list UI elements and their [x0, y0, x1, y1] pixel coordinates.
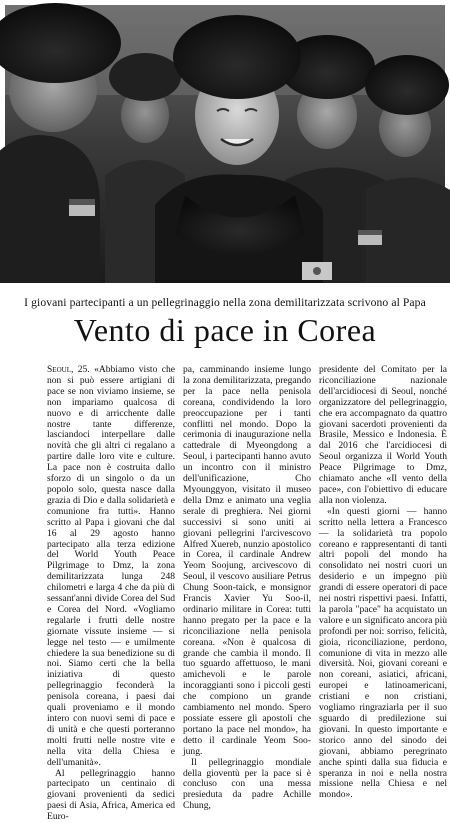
paragraph: pa, camminando insieme lungo la zona demilitarizzata, pregando per la pace nella penisola coreana, condividendo la loro preoccupazione per i tanti conflitti nel mondo. Dopo la cerimonia di inaugurazione nella cattedrale di Myeongdong a Seoul, i partecipanti hanno avuto un incontro con il ministro dell'unificazione, Cho Myounggyon, visitato il museo della Dmz e animato una veglia serale di preghiera. Nei giorni successivi si sono uniti ai giovani pellegrini l'arcivescovo Alfred Xuereb, nunzio apostolico in Corea, il cardinale Andrew Yeom Soojung, arcivescovo di Seoul, il vescovo ausiliare Petrus Chung Soon-taick, e monsignor Francis Xavier Yu Soo-il, ordinario militare in Corea: tutti hanno pregato per la pace e la riconciliazione nella penisola coreana. «Non è qualcosa di grande che cambia il mondo. Il tuo sguardo affettuoso, le mani amichevoli e le parole incoraggianti sono i piccoli gesti che compiono un grande cambiamento nel mondo. Spero possiate essere gli apostoli che portano la pace nel mondo», ha detto il cardinale Yeom Soo-jung.: [183, 364, 311, 757]
article-photo: [5, 5, 445, 283]
paragraph-text: «Abbiamo visto che non si può essere artigiani di pace se non viviamo insieme, se non impariamo qualcosa di nuovo e di arricchente dalle nostre tante differenze, lasciandoci interpellare dalle novità che gli altri ci regalano a partire dalle loro vite e culture. La pace non è costruita dallo sforzo di un singolo o da un popolo solo, questa nasce dalla grazia di Dio e dalla solidarietà e comunione fra tutti». Hanno scritto al Papa i giovani che dal 16 al 29 agosto hanno partecipato alla terza edizione del World Youth Peace Pilgrimage to Dmz, la zona demilitarizzata lunga 248 chilometri e larga 4 che da più di sessant'anni divide Corea del Sud e Corea del Nord. «Vogliamo regalarle i frutti delle nostre giornate vissute insieme — si legge nel testo — e umilmente chiedere la sua benedizione su di noi. Siamo certi che la bella iniziativa di questo pellegrinaggio feconderà la penisola coreana, i paesi dai quali proveniamo e il mondo intero con nuovi semi di pace e di unità e che questi porteranno molti frutti nelle nostre vite e nella vita della Chiesa e dell'umanità».: [47, 364, 175, 768]
paragraph: Il pellegrinaggio mondiale della gioventù per la pace si è concluso con una messa presieduta da padre Achille Chung,: [183, 756, 311, 812]
column-1: [47, 364, 175, 823]
article-headline: Vento di pace in Corea: [73, 312, 377, 348]
article-kicker: I giovani partecipanti a un pellegrinaggio nella zona demilitarizzata scrivono al Papa: [24, 296, 426, 309]
paragraph: [47, 365, 175, 769]
paragraph: Al pellegrinaggio hanno partecipato un centinaio di giovani provenienti da sedici paesi di Asia, Africa, America ed Euro-: [47, 767, 175, 823]
paragraph: «In questi giorni — hanno scritto nella lettera a Francesco — la solidarietà tra popolo coreano e rappresentanti di tanti altri popoli del mondo ha consolidato nei nostri cuori un desiderio e un impegno più grandi di essere operatori di pace nei nostri rispettivi paesi. Infatti, la parola "pace" ha acquistato un valore e un significato ancora più profondi per noi: sorriso, felicità, gioia, riconciliazione, perdono, comunione di vita in mezzo alle diversità. Noi, giovani coreani e non coreani, asiatici, africani, europei e latinoamericani, cristiani e non cristiani, vogliamo ringraziarla per il suo sguardo di predilezione sui giovani. In questo importante e storico anno del sinodo dei giovani, abbiamo peregrinato anche spinti dalla sua fiducia e speranza in noi e nella nostra missione nella Chiesa e nel mondo».: [319, 505, 447, 801]
photo-illustration: [5, 5, 445, 283]
article-body: [47, 364, 447, 823]
dateline: Seoul, 25.: [47, 364, 90, 375]
paragraph: presidente del Comitato per la riconciliazione nazionale dell'arcidiocesi di Seoul, nonché organizzatore del pellegrinaggio, che era accompagnato da quattro giovani sacerdoti provenienti da Brasile, Messico e Indonesia. È dal 2016 che l'arcidiocesi di Seoul organizza il World Youth Peace Pilgrimage to Dmz, chiamato anche «Il vento della pace», con l'obiettivo di educare alla non violenza.: [319, 364, 447, 506]
column-2: [183, 364, 311, 812]
column-3: [319, 364, 447, 801]
